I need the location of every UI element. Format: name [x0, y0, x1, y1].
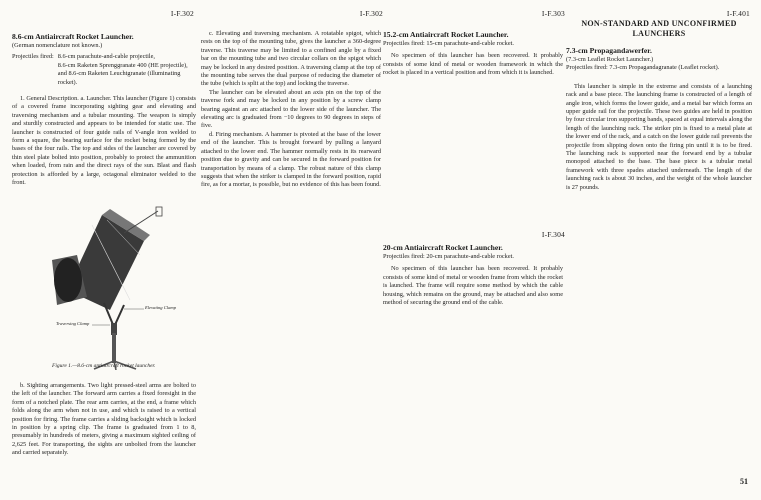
projectiles-fired — [12, 53, 196, 87]
section-id: I-F.302 — [170, 9, 194, 18]
projectiles-fired: Projectiles fired: 7.3-cm Propagandagranate (Leaflet rocket). — [566, 64, 720, 72]
projectiles-fired: Projectiles fired: 15-cm parachute-and-cable rocket. — [383, 40, 514, 47]
page-number: 51 — [740, 477, 748, 486]
section-id: I-F.401 — [726, 9, 750, 18]
section-id: I-F.302 — [359, 9, 383, 18]
projectiles-fired: Projectiles fired: 20-cm parachute-and-cable rocket. — [383, 253, 514, 260]
body-text — [12, 382, 196, 458]
body-text — [566, 83, 752, 192]
paragraph: c. Elevating and traversing mechanism. A rotatable spigot, which rests on the top of the mounting tube, gives the launcher a 360-degree traverse. This traverse may be limited to a confined angle by a fixed bar on the mounting tube and two circular collars on the spigot which may be locked in any desired position. A traversing clamp at the top of the mounting tube serves the dual purpose of reducing the diameter of the tube (which is split at the top) and locking the traverse. — [201, 30, 381, 88]
body-text — [201, 30, 381, 190]
section-subtitle: (7.3-cm Leaflet Rocket Launcher.) — [566, 56, 654, 63]
paragraph: d. Firing mechanism. A hammer is pivoted at the base of the lower end of the launcher. This is brought forward by pulling a lanyard attached to the lower end. The hammer normally rests in its rearward position due to gravity and can be secured in the forward position for transportation by means of a clamp. The robust nature of this clamp suggests that when the striker is clamped in the forward position, rapid fire, as for a mortar, is possible, but no evidence of this has been found. — [201, 130, 381, 189]
chapter-heading: NON-STANDARD AND UNCONFIRMED — [581, 19, 737, 28]
paragraph: 1. General Description. a. Launcher. This launcher (Figure 1) consists of a covered frame incorporating sighting gear and elevating and traversing mechanism and a tubular mounting. The weapon is simply and sturdily constructed and appears to be intended for static use. The launcher is constructed of four guide rails of V-angle iron welded to form a square, the bearing surface for the rocket being formed by the bases of the four rails. The top and sides of the launcher are covered by thin steel plate bolted into position, probably to protect the ammunition when loaded, from rain and the direct rays of the sun. Blast and flash protection is afforded by a large, octagonal eliminator welded to the front. — [12, 95, 196, 187]
label-traversing-clamp: Traversing Clamp — [56, 321, 90, 326]
section-title: 20-cm Antiaircraft Rocket Launcher. — [383, 243, 503, 252]
launcher-figure — [32, 205, 192, 370]
figure-caption: Figure 1.—8.6-cm antiaircraft rocket launcher. — [52, 363, 156, 369]
chapter-heading: LAUNCHERS — [632, 28, 686, 38]
body-text — [12, 95, 196, 187]
section-title: 8.6-cm Antiaircraft Rocket Launcher. — [12, 32, 134, 41]
section-subtitle: (German nomenclature not known.) — [12, 42, 103, 49]
paragraph: No specimen of this launcher has been recovered. It probably consists of some kind of metal or wooden frame from which the rocket is launched. The frame will require some method by which the cable housing, which remains on the ground, may be attached and also some method of securing the ground end of the cable. — [383, 265, 563, 307]
paragraph: The launcher can be elevated about an axis pin on the top of the traverse fork and may be locked in any position by a screw clamp bearing against an arc attached to the lower side of the launcher. The elevating arc is graduated from −10 degrees to 90 degrees in steps of five. — [201, 88, 381, 130]
page-2 — [201, 0, 385, 500]
body-text — [383, 265, 563, 307]
body-text — [383, 52, 563, 77]
paragraph: b. Sighting arrangements. Two light pressed-steel arms are bolted to the left of the launcher. The forward arm carries a fixed foresight in the form of a notched plate. The rear arm carries, at the end, a frame which folds along the arm when not in use, and which is raised to a vertical position for firing. The frame carries a sliding backsight which is locked in position by a spring clip. The frame is graduated from 1 to 8, presumably in hundreds of meters, giving a maximum sighted ceiling of 2,625 feet. For transporting, the sights are unbolted from the launcher and carried separately. — [12, 382, 196, 457]
page-4 — [566, 0, 752, 500]
paragraph: No specimen of this launcher has been recovered. It probably consists of some kind of metal or wooden framework in which the rocket is placed in a vertical position and from which it is launched. — [383, 52, 563, 77]
section-id: I-F.304 — [541, 230, 565, 239]
page-3 — [383, 0, 567, 500]
section-id: I-F.303 — [541, 9, 565, 18]
projectiles-list — [54, 53, 196, 87]
label-elevating-clamp: Elevating Clamp — [145, 305, 177, 310]
projectiles-label: Projectiles fired: — [12, 53, 54, 61]
projectile-item: 8.6-cm Raketen Sprenggranate 400 (HE projectile), and 8.6-cm Raketen Leuchtgranate (illuminating rocket). — [57, 61, 188, 86]
section-title: 15.2-cm Antiaircraft Rocket Launcher. — [383, 30, 509, 39]
section-title: 7.3-cm Propagandawerfer. — [566, 46, 652, 55]
projectile-item: 8.6-cm parachute-and-cable projectile, — [57, 53, 155, 61]
page-1 — [12, 0, 196, 500]
paragraph: This launcher is simple in the extreme and consists of a launching rack and a base piece. The launching frame is constructed of a length of angle iron, which forms the lower guide, and a metal bar which forms an upper guide rail for the projectile. These two guides are held in position by four circular iron supporting bands, spaced at equal intervals along the length of the launching rack. The striker pin is fixed to a metal plate at the lower end of the rack, and a catch on the lower guide rail prevents the projectile from slipping down onto the firing pin until it is to be fired. The launching rack is supported near the forward end by a tubular monopod attached to the base. The base piece is a tubular metal framework with three spades attached underneath. The length of the launching rack is about 30 inches, and the weight of the whole launcher is 27 pounds. — [566, 82, 752, 191]
